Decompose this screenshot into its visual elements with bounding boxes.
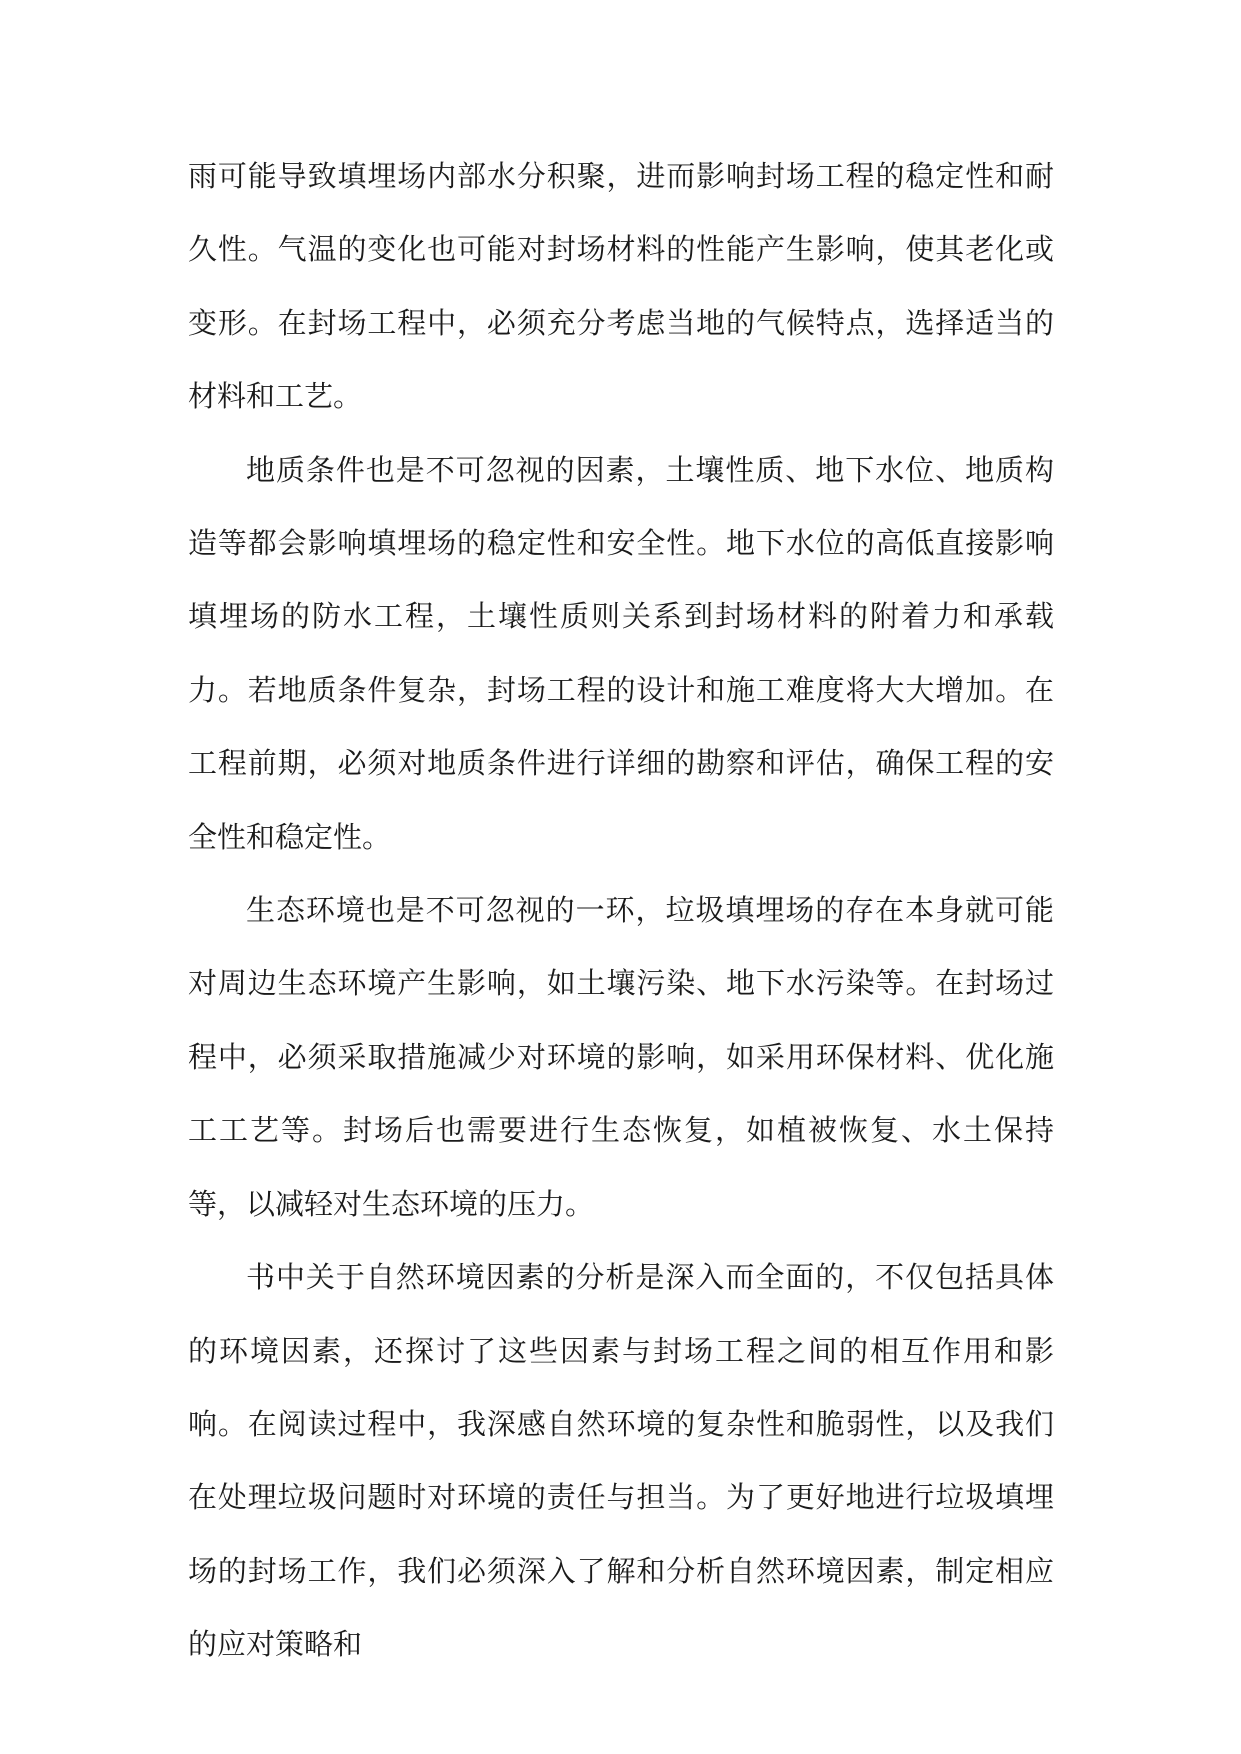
body-text: [188, 140, 1054, 1682]
paragraph-geology: 地质条件也是不可忽视的因素，土壤性质、地下水位、地质构造等都会影响填埋场的稳定性和安全性。地下水位的高低直接影响填埋场的防水工程，土壤性质则关系到封场材料的附着力和承载力。若地质条件复杂，封场工程的设计和施工难度将大大增加。在工程前期，必须对地质条件进行详细的勘察和评估，确保工程的安全性和稳定性。: [188, 452, 1054, 854]
paragraph-continued: 雨可能导致填埋场内部水分积聚，进而影响封场工程的稳定性和耐久性。气温的变化也可能对封场材料的性能产生影响，使其老化或变形。在封场工程中，必须充分考虑当地的气候特点，选择适当的材料和工艺。: [188, 159, 1054, 414]
paragraph-ecology: 生态环境也是不可忽视的一环，垃圾填埋场的存在本身就可能对周边生态环境产生影响，如土壤污染、地下水污染等。在封场过程中，必须采取措施减少对环境的影响，如采用环保材料、优化施工工艺等。封场后也需要进行生态恢复，如植被恢复、水土保持等，以减轻对生态环境的压力。: [188, 893, 1054, 1221]
paragraph-analysis: 书中关于自然环境因素的分析是深入而全面的，不仅包括具体的环境因素，还探讨了这些因素与封场工程之间的相互作用和影响。在阅读过程中，我深感自然环境的复杂性和脆弱性，以及我们在处理垃圾问题时对环境的责任与担当。为了更好地进行垃圾填埋场的封场工作，我们必须深入了解和分析自然环境因素，制定相应的应对策略和: [188, 1260, 1054, 1662]
